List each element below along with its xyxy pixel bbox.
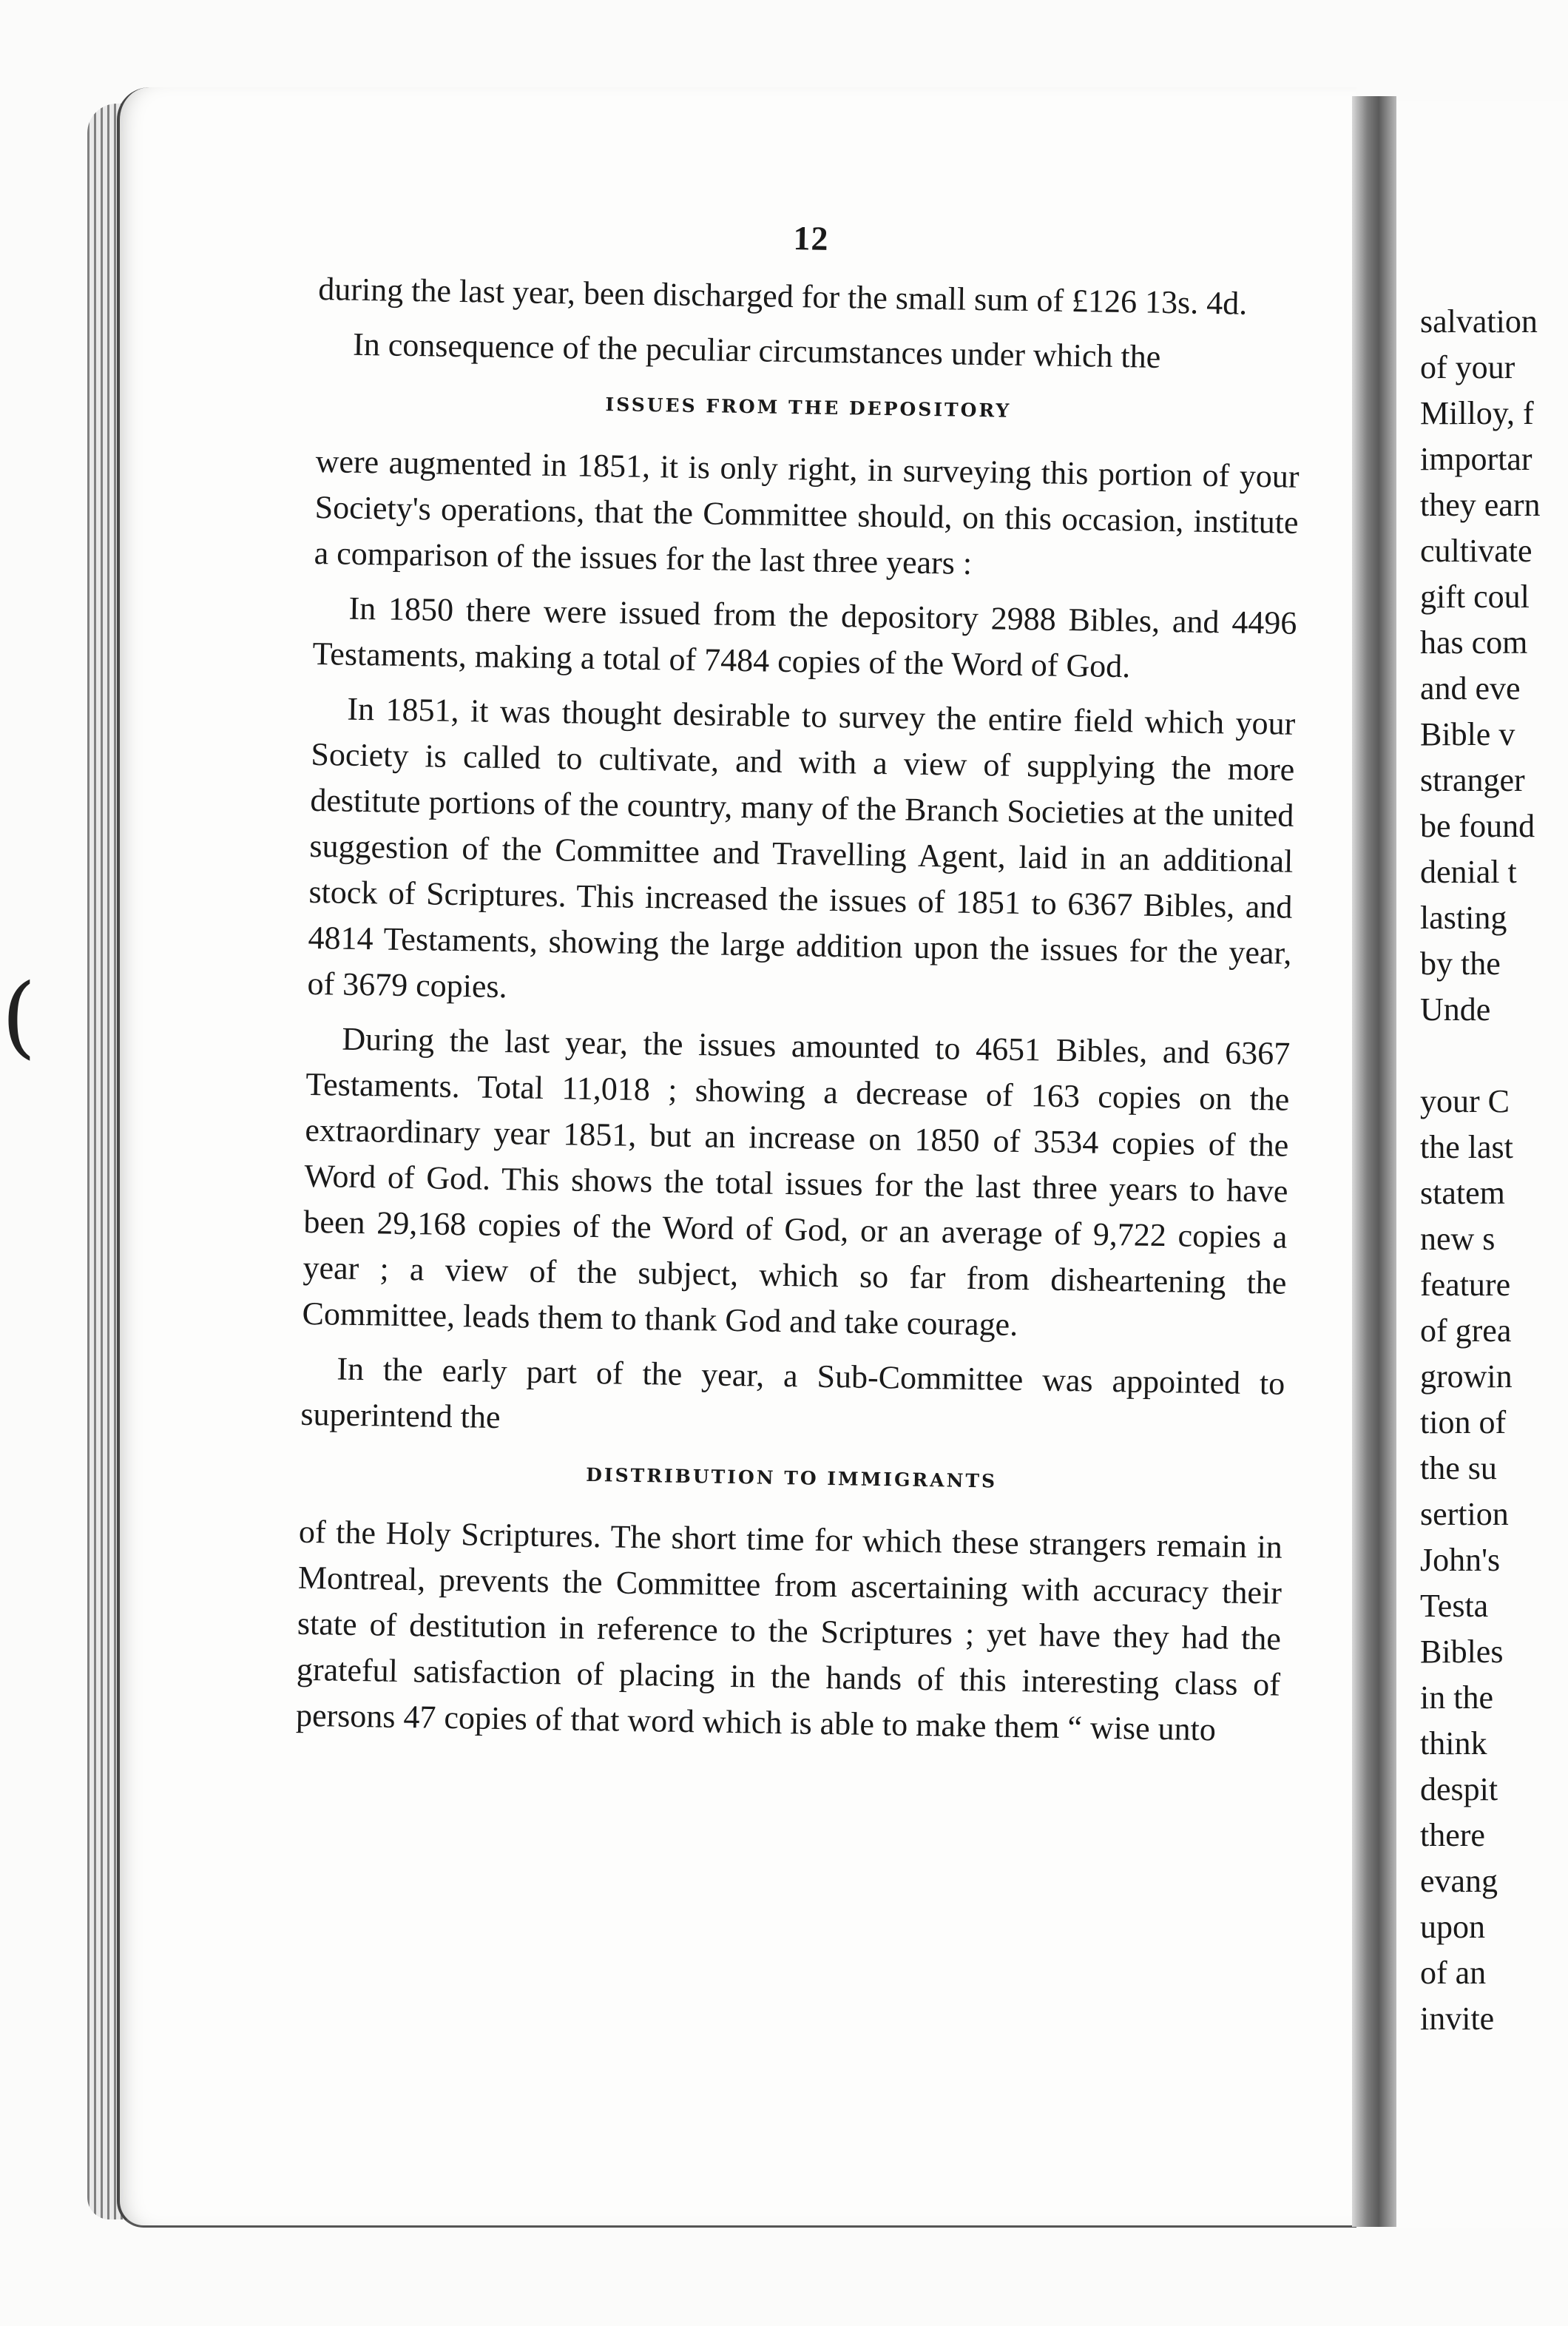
- right-page-line: importar: [1420, 441, 1532, 477]
- right-page-line: salvation: [1420, 303, 1538, 340]
- right-page-line: of an: [1420, 1955, 1487, 1991]
- right-page-line: growin: [1420, 1358, 1513, 1395]
- right-page-line: stranger: [1420, 762, 1525, 798]
- right-page-line: evang: [1420, 1863, 1498, 1899]
- right-page-line: in the: [1420, 1679, 1493, 1716]
- page-number: 12: [793, 219, 829, 257]
- right-page-line: invite: [1420, 2000, 1495, 2037]
- paragraph: of the Holy Scriptures. The short time for which these strangers remain in Montreal, prevents the Committee from ascertaining with accuracy their state of destitution in reference to the Scriptures ; yet have they had the grateful satisfaction of placing in the hands of this interesting class of persons 47 copies of that word which is able to make them “ wise unto: [295, 1513, 1283, 1748]
- right-page-line: Bible v: [1420, 716, 1515, 752]
- right-page-line: John's: [1420, 1542, 1501, 1578]
- right-page-line: of grea: [1420, 1312, 1512, 1349]
- right-page-line: statem: [1420, 1175, 1505, 1211]
- paragraph: In consequence of the peculiar circumstances under which the: [352, 326, 1161, 375]
- right-page-line: upon: [1420, 1909, 1485, 1945]
- right-page-line: Milloy, f: [1420, 395, 1534, 431]
- right-page-line: feature: [1420, 1267, 1511, 1303]
- right-page-line: and eve: [1420, 670, 1521, 707]
- right-page-line: they earn: [1420, 487, 1541, 523]
- right-page: [1396, 101, 1568, 2228]
- right-page-line: Unde: [1420, 991, 1491, 1028]
- right-page-line: gift coul: [1420, 579, 1530, 615]
- left-page-text: [295, 211, 1302, 1763]
- paragraph: During the last year, the issues amounted to 4651 Bibles, and 6367 Testaments. Total 11,018 ; showing a decrease of 163 copies on the extraordinary year 1851, but an increase on 1850 of 3534 copies of the Word of God. This shows the total issues for the last three years to have been 29,168 copies of the Word of God, or an average of 9,722 copies a year ; a view of the subject, which so far from disheartening the Committee, leads them to thank God and take courage.: [302, 1020, 1291, 1344]
- right-page-line: think: [1420, 1725, 1487, 1762]
- right-page-line: Testa: [1420, 1588, 1489, 1624]
- paragraph: during the last year, been discharged for the small sum of £126 13s. 4d.: [317, 270, 1248, 322]
- right-page-line: there: [1420, 1817, 1485, 1853]
- paper-clip-mark: (: [1, 965, 36, 1068]
- right-page-line: denial t: [1420, 854, 1517, 890]
- section-heading-immigrants: DISTRIBUTION TO IMMIGRANTS: [586, 1463, 998, 1492]
- right-page-line: by the: [1420, 945, 1501, 982]
- right-page-line: cultivate: [1420, 533, 1532, 569]
- right-page-line: Bibles: [1420, 1634, 1504, 1670]
- right-page-line: be found: [1420, 808, 1535, 844]
- right-page-line: has com: [1420, 624, 1528, 661]
- right-page-line: tion of: [1420, 1404, 1507, 1440]
- paragraph: In the early part of the year, a Sub-Committee was appointed to superintend the: [300, 1350, 1285, 1436]
- right-page-line: sertion: [1420, 1496, 1509, 1532]
- right-page-line: lasting: [1420, 900, 1507, 936]
- right-page-line: your C: [1420, 1083, 1510, 1119]
- right-page-text: [1420, 299, 1568, 2042]
- paragraph: In 1851, it was thought desirable to survey the entire field which your Society is called to cultivate, and with a view of supplying the more destitute portions of the country, many of the Branch Societies at the united suggestion of the Committee and Travelling Agent, laid in an additional stock of Scriptures. This increased the issues of 1851 to 6367 Bibles, and 4814 Testaments, showing the large addition upon the issues for the year, of 3679 copies.: [307, 690, 1296, 1005]
- right-page-line: the su: [1420, 1450, 1497, 1486]
- right-page-line: the last: [1420, 1129, 1513, 1165]
- paragraph: were augmented in 1851, it is only right, in surveying this portion of your Society's operations, that the Committee should, on this occasion, institute a comparison of the issues for the last three years :: [314, 442, 1300, 582]
- right-page-line: despit: [1420, 1771, 1498, 1807]
- book-spine-shadow: [1352, 96, 1396, 2227]
- right-page-line: of your: [1420, 349, 1515, 385]
- section-heading-issues: ISSUES FROM THE DEPOSITORY: [605, 394, 1012, 422]
- paragraph: In 1850 there were issued from the depository 2988 Bibles, and 4496 Testaments, making a total of 7484 copies of the Word of God.: [312, 590, 1297, 685]
- right-page-line: new s: [1420, 1221, 1496, 1257]
